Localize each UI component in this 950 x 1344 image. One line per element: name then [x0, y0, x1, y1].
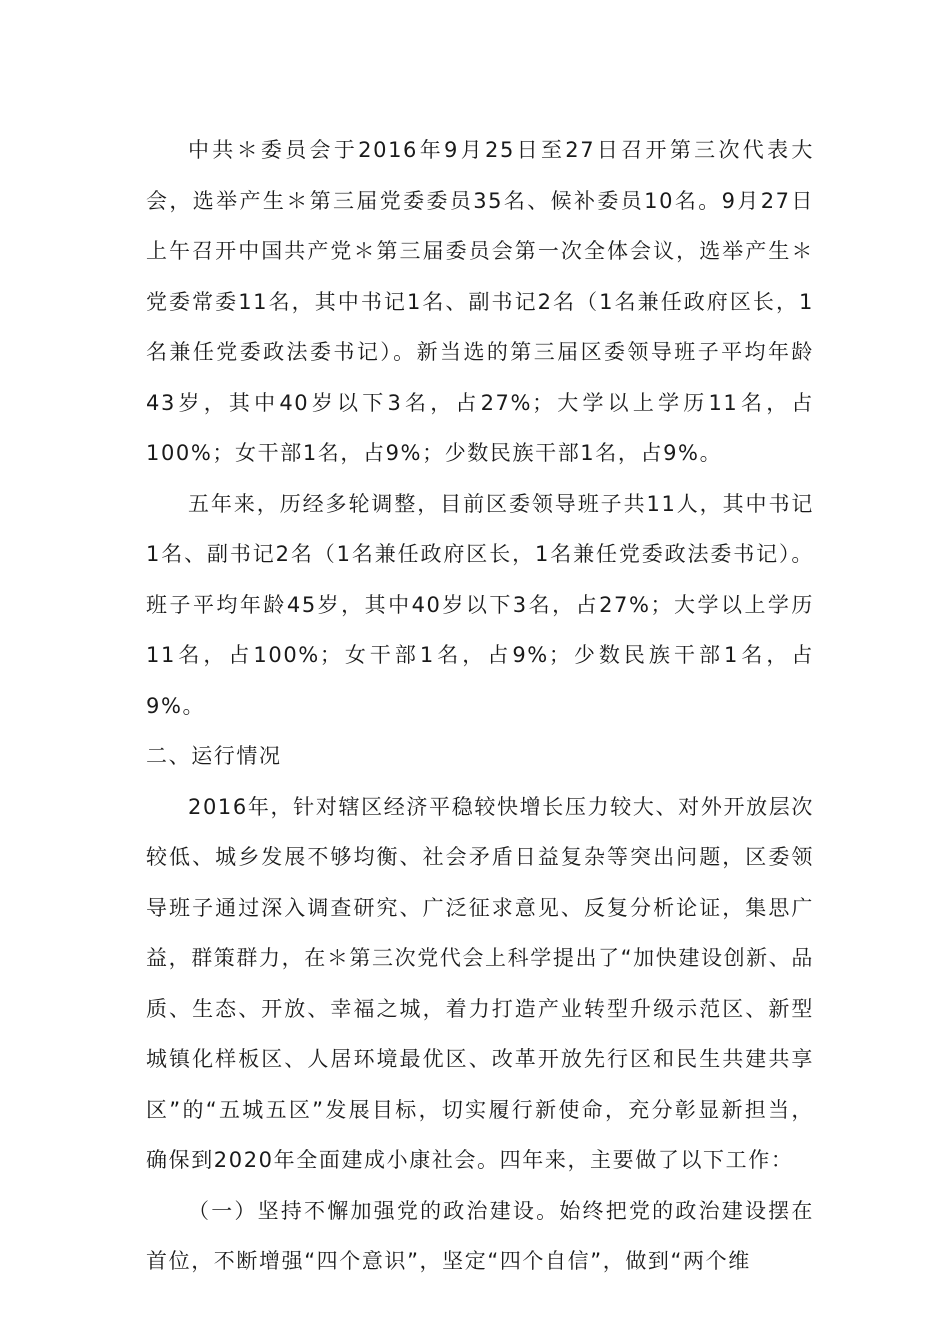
paragraph-current-leadership: 五年来，历经多轮调整，目前区委领导班子共11人，其中书记1名、副书记2名（1名兼任政府区长，1名兼任党委政法委书记）。班子平均年龄45岁，其中40岁以下3名，占27%；大学以上学历11名，占100%；女干部1名，占9%；少数民族干部1名，占9%。 [146, 491, 814, 718]
document-body [146, 125, 814, 1287]
paragraph-congress-election: 中共＊委员会于2016年9月25日至27日召开第三次代表大会，选举产生＊第三届党委委员35名、候补委员10名。9月27日上午召开中国共产党＊第三届委员会第一次全体会议，选举产生＊党委常委11名，其中书记1名、副书记2名（1名兼任政府区长，1名兼任党委政法委书记）。新当选的第三届区委领导班子平均年龄43岁，其中40岁以下3名，占27%；大学以上学历11名，占100%；女干部1名，占9%；少数民族干部1名，占9%。 [146, 138, 814, 465]
section-heading-operation: 二、运行情况 [146, 744, 282, 768]
paragraph-development-goals: 2016年，针对辖区经济平稳较快增长压力较大、对外开放层次较低、城乡发展不够均衡、社会矛盾日益复杂等突出问题，区委领导班子通过深入调查研究、广泛征求意见、反复分析论证，集思广益，群策群力，在＊第三次党代会上科学提出了“加快建设创新、品质、生态、开放、幸福之城，着力打造产业转型升级示范区、新型城镇化样板区、人居环境最优区、改革开放先行区和民生共建共享区”的“五城五区”发展目标，切实履行新使命，充分彰显新担当，确保到2020年全面建成小康社会。四年来，主要做了以下工作： [146, 794, 814, 1172]
paragraph-political-building: （一）坚持不懈加强党的政治建设。始终把党的政治建设摆在首位，不断增强“四个意识”，坚定“四个自信”，做到“两个维 [146, 1198, 814, 1273]
